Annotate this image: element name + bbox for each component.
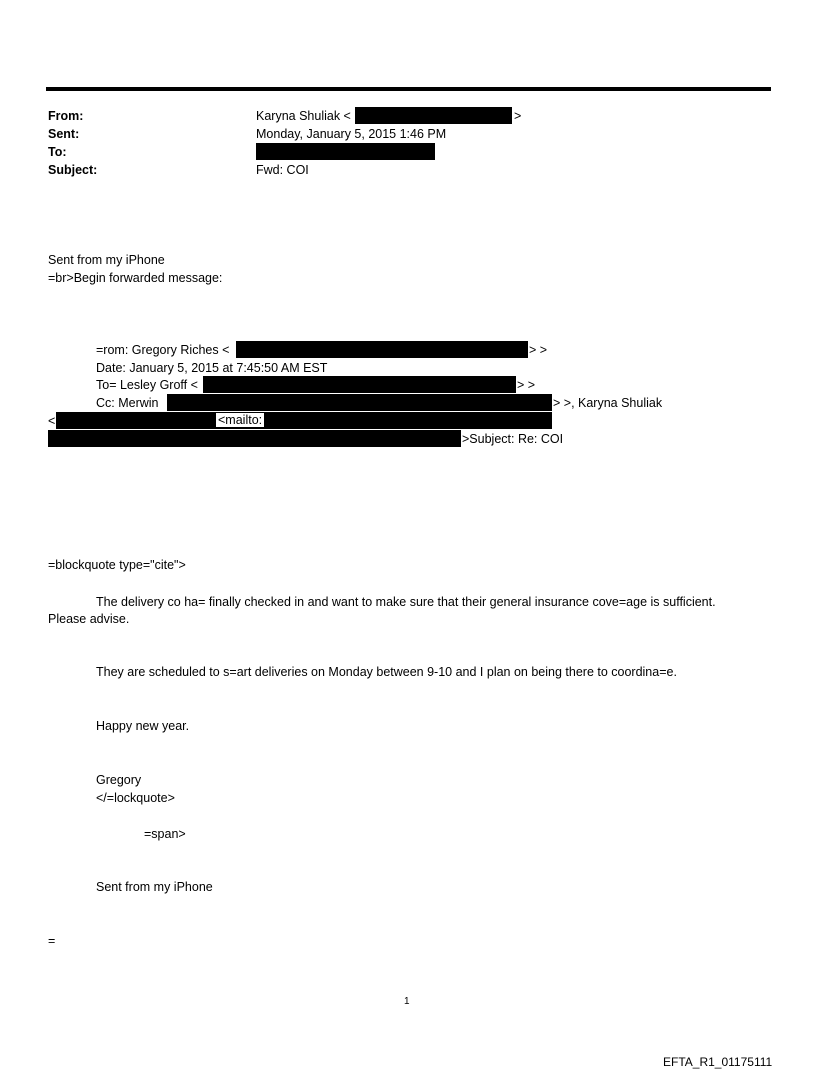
intro-line-2: =br>Begin forwarded message: — [48, 271, 223, 285]
page-number: 1 — [404, 996, 410, 1007]
fwd-from-line: =rom: Gregory Riches < — [96, 343, 230, 357]
from-close: > — [514, 109, 522, 123]
sent-label: Sent: — [48, 127, 80, 141]
redaction-fwd-cc — [167, 394, 552, 411]
fwd-lt: < — [48, 414, 56, 428]
sent-value: Monday, January 5, 2015 1:46 PM — [256, 127, 447, 141]
document-id: EFTA_R1_01175111 — [663, 1055, 773, 1069]
from-label: From: — [48, 109, 84, 123]
blockquote-open: =blockquote type="cite"> — [48, 558, 186, 572]
para1-line2: Please advise. — [48, 612, 130, 626]
redaction-fwd-mailto — [48, 430, 461, 447]
para1-line1: The delivery co ha= finally checked in and want to make sure that their general insurance cove=age is sufficient. — [96, 595, 716, 609]
blockquote-close: </=lockquote> — [96, 791, 175, 805]
fwd-cc-line: Cc: Merwin — [96, 396, 159, 410]
fwd-mailto: <mailto: — [218, 413, 263, 427]
redaction-from-email — [355, 107, 512, 124]
subject-value: Fwd: COI — [256, 163, 309, 177]
fwd-from-tail: > > — [529, 343, 548, 357]
para2: They are scheduled to s=art deliveries on Monday between 9-10 and I plan on being there to coordina=e. — [96, 665, 677, 679]
redaction-fwd-cc-email — [56, 412, 552, 429]
subject-label: Subject: — [48, 163, 98, 177]
fwd-to-tail: > > — [517, 378, 536, 392]
redaction-fwd-from — [236, 341, 528, 358]
from-value: Karyna Shuliak < — [256, 109, 351, 123]
para3: Happy new year. — [96, 719, 190, 733]
sent-from-footer: Sent from my iPhone — [96, 880, 213, 894]
header-rule — [46, 87, 771, 91]
equals-line: = — [48, 934, 56, 948]
redaction-fwd-to — [203, 376, 516, 393]
redaction-to — [256, 143, 435, 160]
intro-line-1: Sent from my iPhone — [48, 253, 165, 267]
fwd-to-line: To= Lesley Groff < — [96, 378, 198, 392]
fwd-subject-tail: >Subject: Re: COI — [462, 432, 564, 446]
fwd-cc-tail: > >, Karyna Shuliak — [553, 396, 663, 410]
signature: Gregory — [96, 773, 142, 787]
span-text: =span> — [144, 827, 186, 841]
to-label: To: — [48, 145, 67, 159]
fwd-date-line: Date: January 5, 2015 at 7:45:50 AM EST — [96, 361, 328, 375]
